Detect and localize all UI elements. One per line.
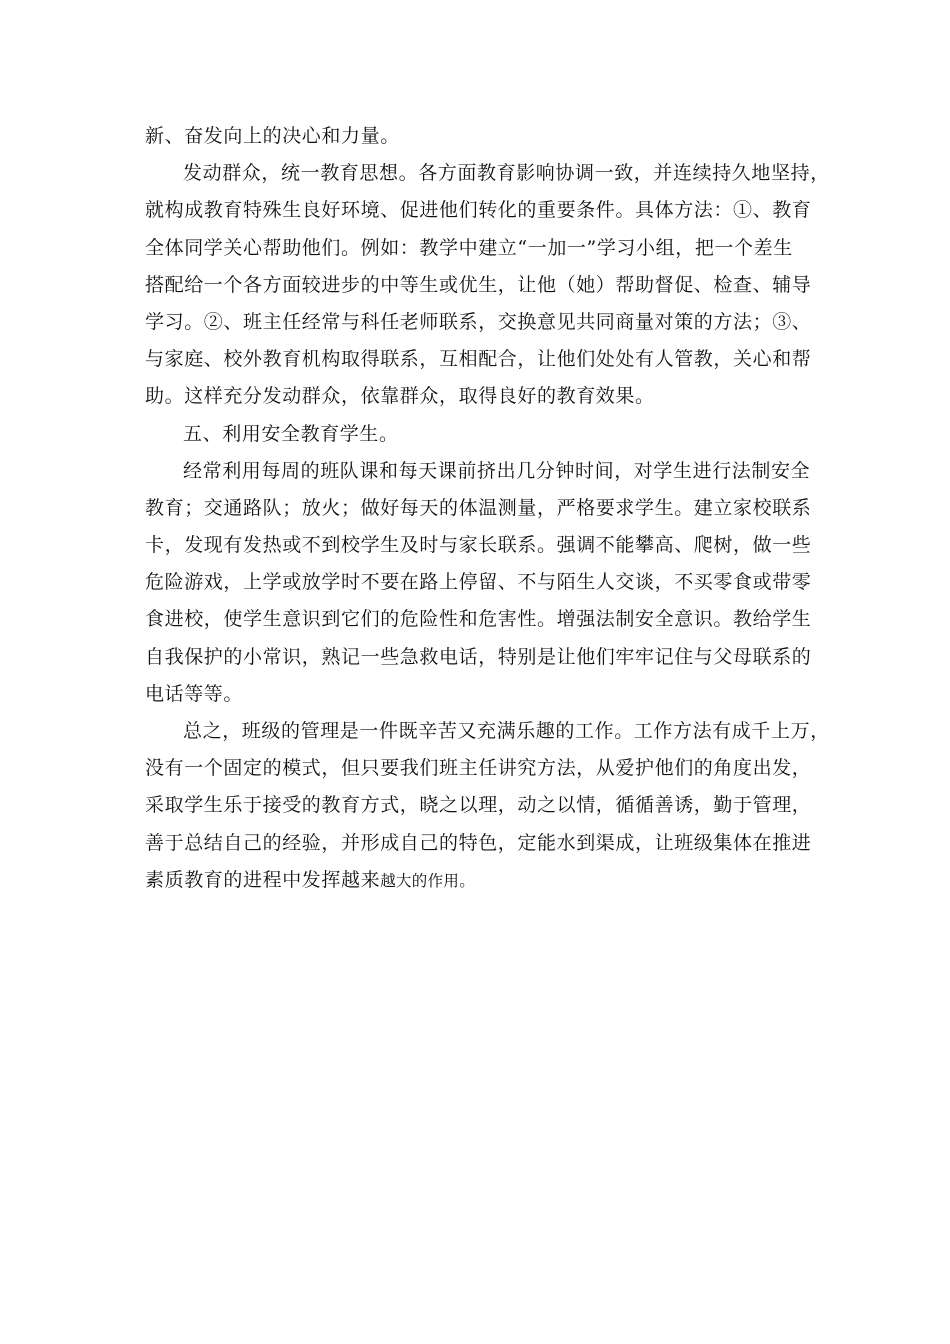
final-line: [145, 862, 810, 899]
text-line: 自我保护的小常识，熟记一些急救电话，特别是让他们牢牢记住与父母联系的: [145, 645, 812, 668]
text-line: 电话等等。: [145, 682, 244, 705]
text-line: 采取学生乐于接受的教育方式，晓之以理，动之以情，循循善诱，勤于管理，: [145, 794, 812, 817]
paragraph-start-line: 经常利用每周的班队课和每天课前挤出几分钟时间，对学生进行法制安全: [183, 459, 811, 482]
text-line: 搭配给一个各方面较进步的中等生或优生，让他（她）帮助督促、检查、辅导: [145, 273, 812, 296]
text-line: 就构成教育特殊生良好环境、促进他们转化的重要条件。具体方法：①、教育: [145, 199, 812, 222]
section-heading: 五、利用安全教育学生。: [183, 422, 399, 445]
text-line: 食进校，使学生意识到它们的危险性和危害性。增强法制安全意识。教给学生: [145, 608, 812, 631]
text-line: 与家庭、校外教育机构取得联系，互相配合，让他们处处有人管教，关心和帮: [145, 348, 812, 371]
text-line: 卡，发现有发热或不到校学生及时与家长联系。强调不能攀高、爬树，做一些: [145, 534, 812, 557]
final-line-text: 素质教育的进程中发挥越来: [145, 868, 381, 891]
text-line: 学习。②、班主任经常与科任老师联系，交换意见共同商量对策的方法；③、: [145, 310, 812, 333]
text-line: 没有一个固定的模式，但只要我们班主任讲究方法，从爱护他们的角度出发，: [145, 757, 812, 780]
text-line: 新、奋发向上的决心和力量。: [145, 125, 400, 147]
text-line: 危险游戏，上学或放学时不要在路上停留、不与陌生人交谈，不买零食或带零: [145, 571, 812, 594]
paragraph-start-line: 总之，班级的管理是一件既辛苦又充满乐趣的工作。工作方法有成千上万，: [183, 720, 830, 742]
text-line: 教育；交通路队；放火；做好每天的体温测量，严格要求学生。建立家校联系: [145, 496, 812, 519]
text-line: 全体同学关心帮助他们。例如：教学中建立“一加一”学习小组，把一个差生: [145, 236, 793, 259]
text-line: 助。这样充分发动群众，依靠群众，取得良好的教育效果。: [145, 385, 655, 408]
document-body: [145, 118, 830, 899]
text-line: 善于总结自己的经验，并形成自己的特色，定能水到渠成，让班级集体在推进: [145, 831, 812, 854]
paragraph-start-line: 发动群众，统一教育思想。各方面教育影响协调一致，并连续持久地坚持，: [183, 162, 830, 185]
final-line-tail: 越大的作用。: [380, 871, 476, 890]
